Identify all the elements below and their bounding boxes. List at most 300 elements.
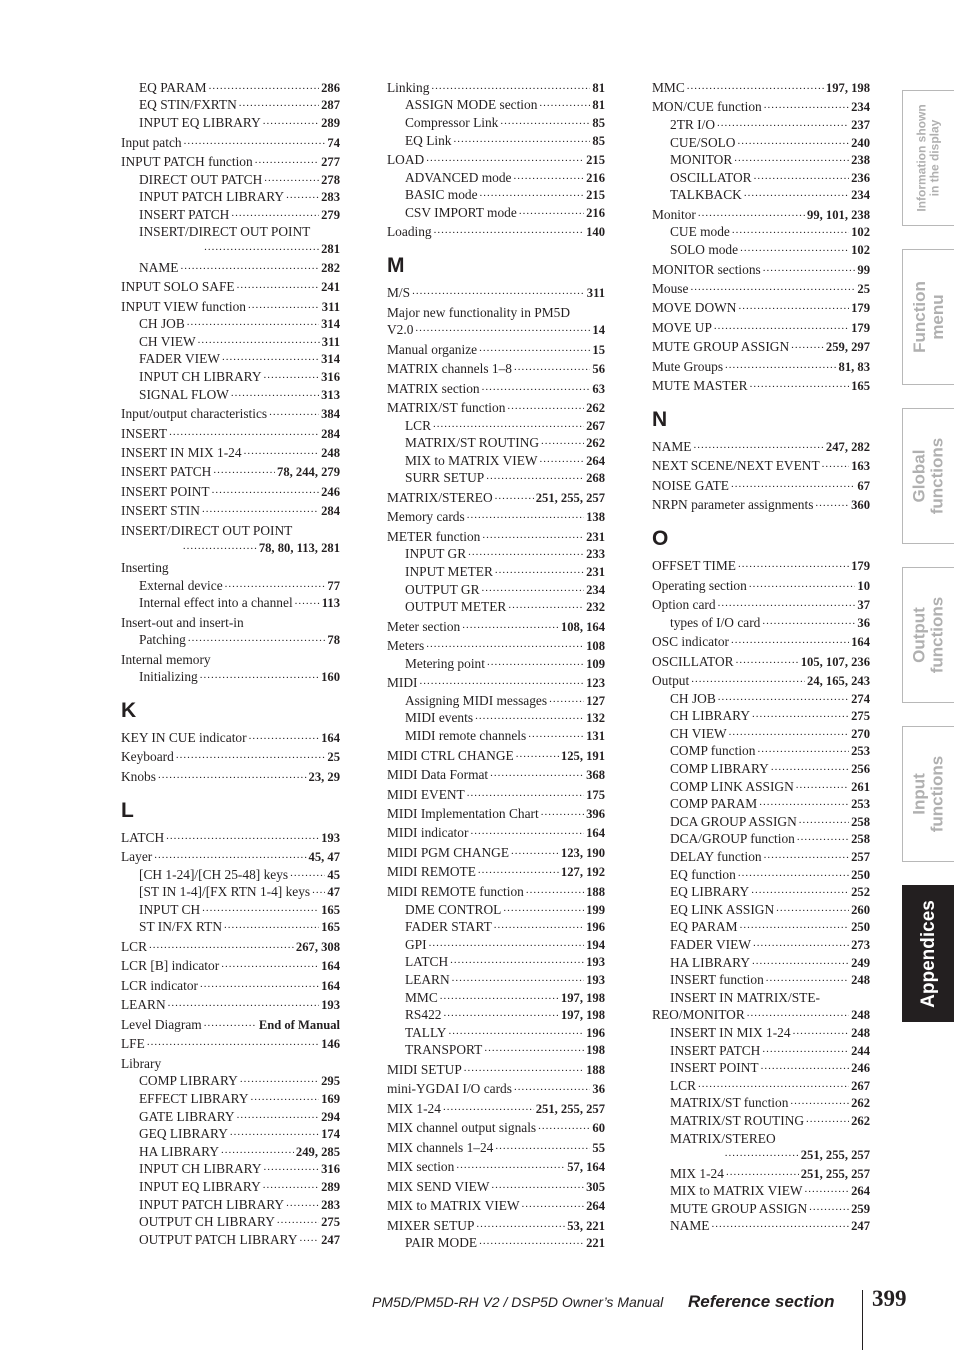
dot-leader [225,578,326,590]
index-entry [387,918,605,936]
tab-label: Input functions [909,755,947,833]
entry-pages: 284 [321,504,340,519]
entry-pages: 174 [321,1127,340,1142]
entry-term: Patching [139,632,186,648]
dot-leader [168,997,319,1009]
dot-leader [809,1201,849,1213]
entry-pages: 278 [321,172,340,187]
entry-term: Major new functionality in PM5D [387,304,570,320]
entry-pages: 234 [851,188,870,203]
index-entry [387,151,605,169]
entry-pages: 396 [586,807,605,821]
dot-leader [762,615,855,627]
index-entry [652,79,870,97]
index-entry [121,425,340,443]
entry-term: INPUT EQ LIBRARY [139,1178,261,1194]
entry-pages: 215 [586,188,605,203]
dot-leader [240,1073,319,1085]
dot-leader [149,939,294,951]
entry-pages: 233 [586,547,605,562]
index-entry [121,1178,340,1196]
entry-pages: 53, 221 [567,1218,605,1233]
index-entry [121,188,340,206]
index-entry [387,284,605,302]
index-heading [121,1055,340,1073]
index-entry [121,333,340,351]
index-entry [387,844,605,862]
footer-section-title: Reference section [688,1292,835,1311]
index-column-2 [387,77,605,1252]
dot-leader [251,1091,320,1103]
entry-term: types of I/O card [670,614,761,630]
index-entry [652,1077,870,1095]
tab-function-menu[interactable] [902,249,954,385]
index-entry [652,633,870,651]
entry-term: SURR SETUP [405,470,485,486]
entry-term: INSERT function [670,972,764,988]
dot-leader [763,262,856,274]
dot-leader [519,205,584,217]
dot-leader [202,503,319,515]
entry-pages: 264 [586,1199,605,1214]
index-column-3 [652,77,870,1235]
entry-term: ASSIGN MODE section [405,97,538,113]
entry-pages: 262 [586,436,605,451]
entry-pages: 258 [851,814,870,829]
index-letter-heading: L [121,798,134,822]
entry-term: OUTPUT PATCH LIBRARY [139,1231,298,1247]
index-entry [652,1182,870,1200]
index-heading [121,651,340,669]
entry-pages: 248 [321,446,340,460]
dot-leader [456,1159,565,1171]
index-entry [652,778,870,796]
entry-pages: 193 [586,972,605,987]
index-entry [387,883,605,901]
dot-leader [737,135,849,147]
index-entry [121,866,340,884]
index-entry [652,299,870,317]
entry-pages: 36 [857,615,870,630]
tab-global-functions[interactable] [902,408,954,544]
index-entry [387,805,605,823]
entry-term: Meter section [387,618,461,634]
entry-term: INSERT POINT [670,1060,759,1076]
index-entry [387,901,605,919]
dot-leader [479,1235,584,1247]
index-entry [387,598,605,616]
dot-leader [790,1095,849,1107]
dot-leader [491,1179,584,1191]
entry-pages: End of Manual [258,1017,340,1032]
entry-pages: 60 [592,1121,605,1136]
dot-leader [237,279,320,291]
index-entry [387,341,605,359]
index-entry [387,953,605,971]
dot-leader [540,453,585,465]
entry-pages: 238 [851,153,870,168]
entry-pages: 74 [327,135,340,150]
index-letter-heading: O [652,527,669,551]
index-entry [387,786,605,804]
entry-term: LCR [670,1077,697,1093]
index-entry [387,489,605,507]
dot-leader [478,864,559,876]
entry-pages: 252 [851,885,870,900]
entry-pages: 78 [327,633,340,648]
entry-pages: 123 [586,676,605,691]
entry-term: HA LIBRARY [139,1143,219,1159]
index-entry [652,186,870,204]
index-entry [652,116,870,134]
index-entry [121,1072,340,1090]
tab-information-shown-in-the-display[interactable] [902,90,954,226]
entry-term: INSERT IN MIX 1-24 [670,1024,791,1040]
dot-leader [443,1007,558,1019]
entry-pages: 259 [851,1201,870,1216]
dot-leader [426,152,584,164]
dot-leader [462,619,559,631]
dot-leader [202,902,319,914]
dot-leader [690,281,855,293]
entry-pages: 247, 282 [825,440,870,454]
page-number: 399 [872,1286,907,1311]
dot-leader [732,224,849,236]
entry-pages: 241 [321,280,340,295]
index-entry [652,1059,870,1077]
dot-leader [239,97,319,109]
entry-term: OSC indicator [652,634,729,650]
entry-term: EQ function [670,866,736,882]
index-entry [121,96,340,114]
index-entry [652,241,870,259]
index-entry [121,171,340,189]
entry-pages: 221 [586,1236,605,1251]
entry-pages: 179 [851,559,870,574]
index-entry [652,206,870,224]
index-entry [121,1108,340,1126]
dot-leader [482,582,585,594]
index-entry [652,1042,870,1060]
entry-term: OUTPUT CH LIBRARY [139,1214,275,1230]
dot-leader [514,170,585,182]
entry-term: FADER VIEW [139,351,220,367]
index-entry [387,1197,605,1215]
entry-term: TALKBACK [670,187,742,203]
entry-term: MIX to MATRIX VIEW [405,452,538,468]
entry-pages: 251, 255, 257 [535,1101,605,1116]
entry-term: Loading [387,224,432,240]
dot-leader [264,172,319,184]
entry-pages: 55 [592,1140,605,1155]
dot-leader [490,767,584,779]
index-entry [652,813,870,831]
dot-leader [799,814,849,826]
entry-term: MIDI [387,675,418,691]
entry-pages: 240 [851,135,870,150]
index-heading [652,1130,870,1148]
dot-leader [263,115,319,127]
index-entry [121,1143,340,1161]
index-entry [121,79,340,97]
entry-pages: 160 [321,670,340,685]
entry-term: FADER VIEW [670,936,751,952]
dot-leader [822,458,849,470]
entry-term: MIX to MATRIX VIEW [670,1183,803,1199]
entry-pages: 289 [321,1179,340,1194]
dot-leader [188,632,326,644]
entry-pages: 85 [592,133,605,148]
entry-pages: 25 [857,281,870,296]
entry-term: DELAY function [670,849,762,864]
dot-leader [448,1025,584,1037]
entry-pages: 234 [586,582,605,597]
index-entry [652,1217,870,1235]
dot-leader [495,1140,590,1152]
index-entry [387,1119,605,1137]
dot-leader [761,1060,850,1072]
entry-pages: 264 [851,1184,870,1199]
entry-term: LATCH [405,954,449,970]
index-entry [387,169,605,187]
dot-leader [482,381,591,393]
index-entry [121,405,340,423]
entry-term: MATRIX/ST function [387,400,506,416]
entry-term: Output [652,673,690,689]
entry-term: GPI [405,936,427,952]
index-entry [652,1112,870,1130]
index-entry [652,169,870,187]
dot-leader [209,80,320,92]
dot-leader [797,831,849,843]
index-entry [121,444,340,462]
entry-term: GEQ LIBRARY [139,1126,228,1142]
dot-leader [764,99,849,111]
entry-term: INPUT EQ LIBRARY [139,115,261,131]
entry-term: MIDI REMOTE [387,864,476,880]
index-entry [387,545,605,563]
entry-term: REO/MONITOR [652,1007,745,1023]
entry-pages: 102 [851,243,870,258]
index-entry [121,668,340,686]
dot-leader [269,406,319,418]
dot-leader [464,1062,584,1074]
index-entry [652,1165,870,1183]
index-entry [652,830,870,848]
dot-leader [494,919,584,931]
entry-term: OUTPUT GR [405,581,480,597]
entry-term: M/S [387,285,411,301]
entry-pages: 249, 285 [295,1144,340,1159]
entry-term: Internal effect into a channel [139,595,293,611]
entry-pages: 77 [327,578,340,593]
entry-pages: 231 [586,565,605,580]
dot-leader [244,445,320,457]
entry-pages: 257 [851,850,870,864]
entry-term: Meters [387,638,425,654]
entry-pages: 275 [321,1215,340,1230]
entry-term: V2.0 [387,322,414,338]
dot-leader [221,958,319,970]
dot-leader [224,919,319,931]
dot-leader [714,320,849,332]
entry-term: COMP function [670,743,756,759]
dot-leader [549,693,584,705]
dot-leader [698,207,805,219]
entry-pages: 131 [586,729,605,744]
entry-term: Knobs [121,768,156,784]
dot-leader [184,135,326,147]
index-entry [387,132,605,150]
index-entry [387,380,605,398]
entry-term: MUTE GROUP ASSIGN [652,339,790,355]
index-entry [387,747,605,765]
entry-term: INSERT [121,425,168,441]
dot-leader [312,884,325,896]
dot-leader [752,708,849,720]
entry-term: INPUT GR [405,546,467,562]
entry-term: LEARN [405,971,450,987]
entry-term: DCA GROUP ASSIGN [670,813,797,829]
index-entry [387,1178,605,1196]
dot-leader [147,1036,319,1048]
dot-leader [204,241,319,253]
entry-pages: 305 [586,1179,605,1194]
entry-pages: 237 [851,117,870,132]
entry-pages: 314 [321,317,340,332]
dot-leader [738,300,849,312]
entry-term: 2TR I/O [670,116,716,132]
dot-leader [204,1017,257,1029]
entry-pages: 113 [321,596,340,611]
entry-pages: 251, 255, 257 [535,490,605,505]
dot-leader [753,937,849,949]
tab-label: Output functions [909,596,947,674]
entry-pages: 196 [586,920,605,935]
tab-input-functions[interactable] [902,726,954,862]
dot-leader [468,546,584,558]
entry-pages: 314 [321,352,340,367]
entry-term: CH VIEW [670,725,727,741]
dot-leader [522,1198,585,1210]
dot-leader [476,1218,565,1230]
dot-leader [691,673,805,685]
index-entry [387,399,605,417]
index-entry [652,319,870,337]
entry-term: MIX section [387,1159,455,1175]
dot-leader [412,285,585,297]
entry-term: Mute Groups [652,358,724,374]
entry-pages: 47 [327,885,340,900]
index-entry [121,134,340,152]
entry-pages: 232 [586,600,605,615]
index-heading [121,223,340,241]
index-entry [121,918,340,936]
entry-term: MATRIX/ST ROUTING [670,1112,805,1128]
entry-term: PAIR MODE [405,1235,478,1251]
entry-pages: 262 [851,1113,870,1128]
entry-pages: 246 [321,484,340,499]
entry-pages: 24, 165, 243 [807,674,870,689]
entry-term: Initializing [139,669,198,685]
entry-pages: 197, 198 [825,80,870,95]
dot-leader [450,954,584,966]
entry-pages: 270 [851,726,870,741]
dot-leader [764,849,849,861]
dot-leader [526,884,584,896]
footer-divider [862,1290,863,1350]
entry-term: INPUT VIEW function [121,298,246,314]
entry-term: MATRIX/STEREO [387,489,493,505]
entry-pages: 262 [851,1096,870,1111]
entry-term: LCR [405,417,432,433]
index-entry [652,918,870,936]
entry-term: MIX to MATRIX VIEW [387,1198,520,1214]
dot-leader [176,749,326,761]
dot-leader [429,937,585,949]
dot-leader [198,334,320,346]
entry-pages: 251, 255, 257 [800,1166,870,1181]
index-entry [121,631,340,649]
index-entry [652,1006,870,1024]
entry-pages: 15 [592,342,605,357]
dot-leader [693,439,823,451]
entry-pages: 175 [586,787,605,802]
entry-pages: 132 [586,711,605,726]
entry-pages: 81, 83 [838,359,870,374]
index-entry [121,1125,340,1143]
entry-pages: 216 [586,205,605,220]
entry-pages: 164 [586,826,605,841]
index-entry [387,863,605,881]
entry-term: NOISE GATE [652,477,729,493]
entry-pages: 277 [321,155,340,170]
index-entry [387,1006,605,1024]
dot-leader [495,490,534,502]
dot-leader [286,189,319,201]
entry-term: Option card [652,597,716,613]
index-entry [387,637,605,655]
tab-appendices[interactable] [902,885,954,1022]
index-entry [387,434,605,452]
entry-term: MUTE GROUP ASSIGN [670,1200,808,1216]
entry-pages: 261 [851,779,870,794]
entry-pages: 316 [321,1162,340,1177]
dot-leader [248,299,320,311]
entry-term: NEXT SCENE/NEXT EVENT [652,458,820,474]
index-entry [652,971,870,989]
index-entry [652,954,870,972]
entry-term: METER function [387,528,481,544]
entry-pages: 188 [586,884,605,899]
entry-pages: 197, 198 [560,990,605,1005]
entry-pages: 248 [851,1008,870,1023]
index-letter-heading: N [652,408,668,431]
entry-term: Compressor Link [405,115,499,131]
dot-leader [212,484,320,496]
entry-term: NAME [652,439,692,454]
entry-term: Input patch [121,134,182,150]
tab-output-functions[interactable] [902,567,954,703]
entry-term: MMC [405,989,438,1005]
index-entry [121,748,340,766]
index-entry [121,594,340,612]
dot-leader [740,242,849,254]
dot-leader [766,972,849,984]
index-entry [387,1100,605,1118]
index-entry [652,1200,870,1218]
entry-pages: 164 [851,635,870,650]
